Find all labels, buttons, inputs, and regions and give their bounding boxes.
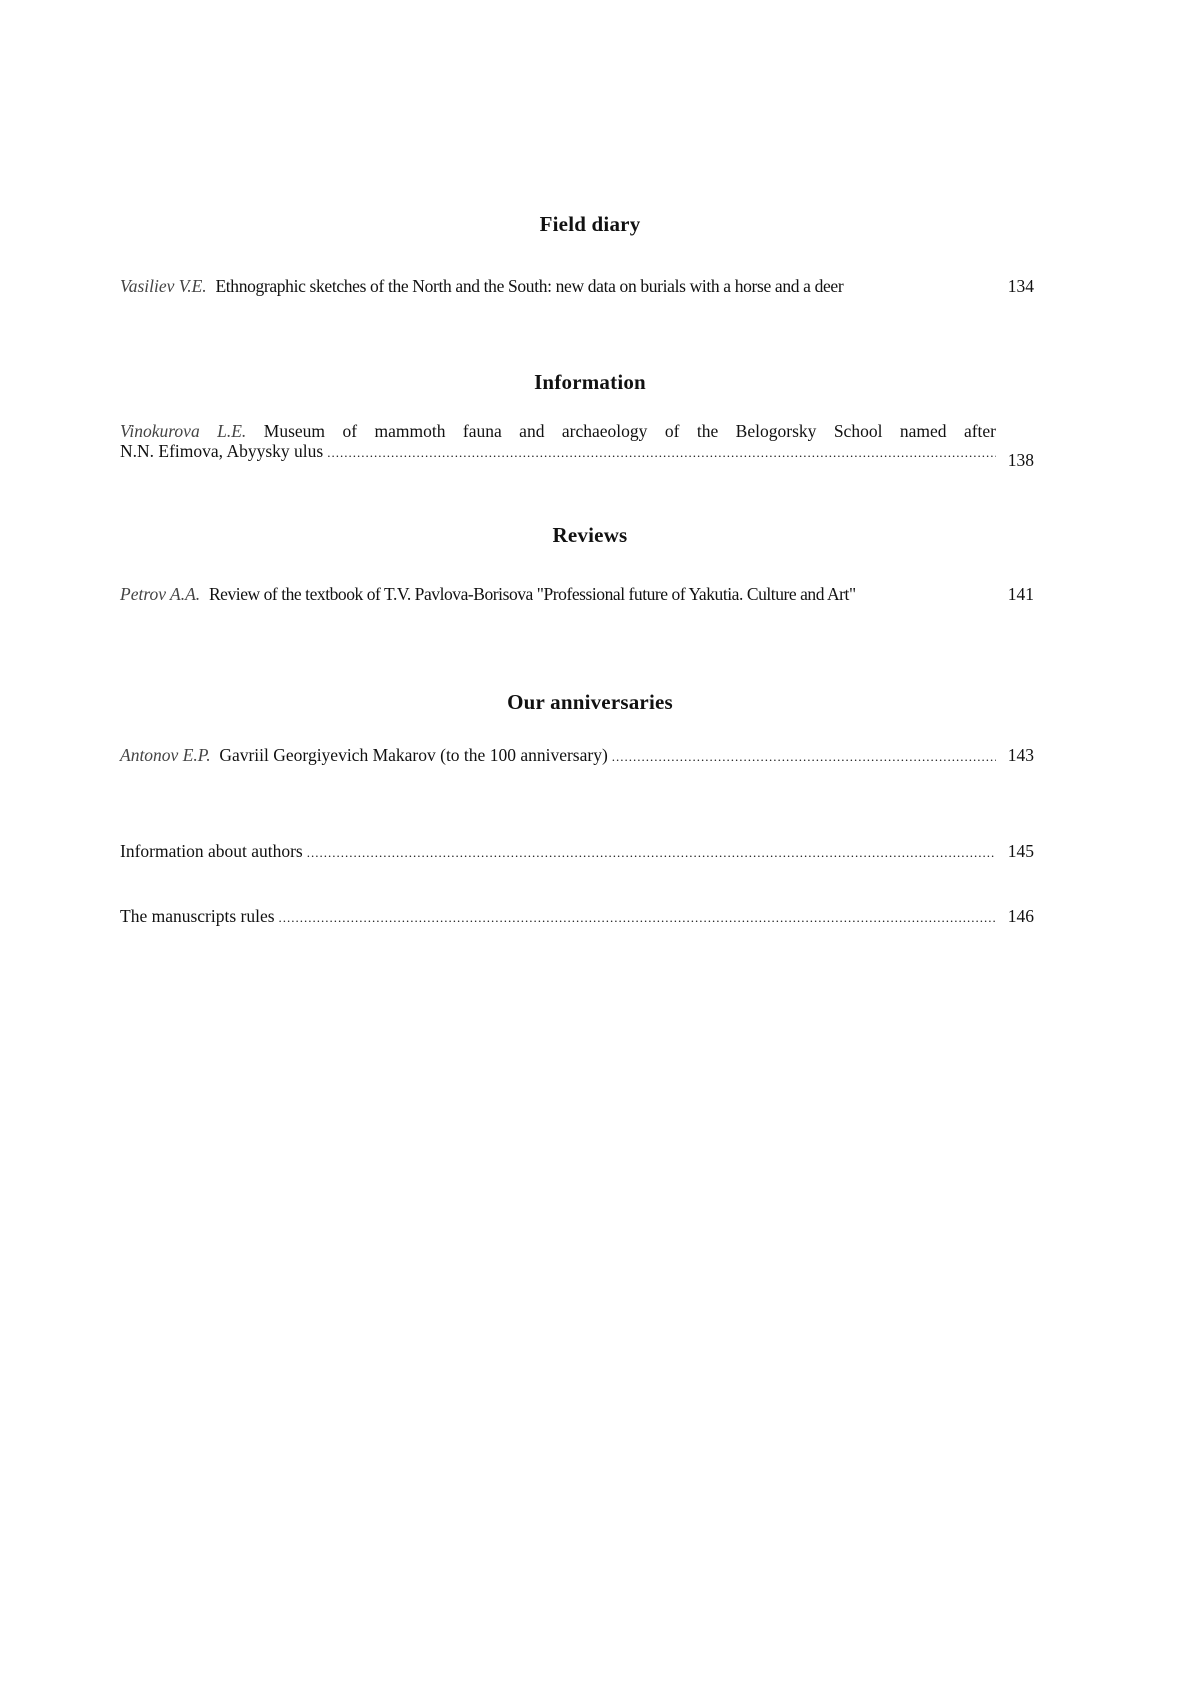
entry-title-line1: Museum of mammoth fauna and archaeology of the Belogorsky School named after	[263, 421, 997, 441]
entry-author: Petrov A.A.	[120, 584, 201, 604]
toc-entry-vinokurova[interactable]	[120, 421, 1034, 442]
entry-title-line1-wrap	[120, 421, 996, 442]
toc-entry-antonov[interactable]	[120, 745, 1034, 767]
entry-page-number: 143	[1007, 745, 1034, 765]
entry-title: Information about authors	[120, 841, 303, 861]
leader-dots	[327, 442, 996, 463]
section-heading-information: Information	[534, 370, 646, 394]
toc-entry-manuscripts-rules[interactable]	[120, 906, 1034, 928]
entry-author: Vasiliev V.E.	[120, 276, 207, 296]
toc-entry-information-about-authors[interactable]	[120, 841, 1034, 863]
leader-dots	[279, 907, 996, 928]
section-heading-our-anniversaries: Our anniversaries	[507, 690, 673, 714]
entry-page-number: 145	[1007, 841, 1034, 861]
entry-title: The manuscripts rules	[120, 906, 275, 926]
entry-page-number: 146	[1007, 906, 1034, 926]
leader-dots	[612, 746, 996, 767]
entry-page-number: 141	[1007, 584, 1034, 604]
toc-entry-vinokurova-line2[interactable]	[120, 441, 1034, 470]
leader-dots	[307, 842, 996, 863]
section-heading-field-diary: Field diary	[539, 212, 641, 236]
entry-title: Ethnographic sketches of the North and the South: new data on burials with a horse and a deer	[215, 276, 844, 296]
entry-page-number: 134	[1007, 276, 1034, 296]
section-heading-reviews: Reviews	[552, 523, 628, 547]
entry-author: Vinokurova L.E.	[120, 421, 247, 441]
entry-page-number: 138	[1007, 450, 1034, 470]
entry-title-line2: N.N. Efimova, Abyysky ulus	[120, 441, 324, 461]
entry-title: Gavriil Georgiyevich Makarov (to the 100 anniversary)	[219, 745, 608, 765]
entry-title: Review of the textbook of T.V. Pavlova-Borisova "Professional future of Yakutia. Culture and Art"	[208, 584, 856, 604]
entry-author: Antonov E.P.	[120, 745, 211, 765]
toc-entry-vasiliev[interactable]	[120, 276, 1034, 297]
toc-entry-petrov[interactable]	[120, 584, 1034, 605]
